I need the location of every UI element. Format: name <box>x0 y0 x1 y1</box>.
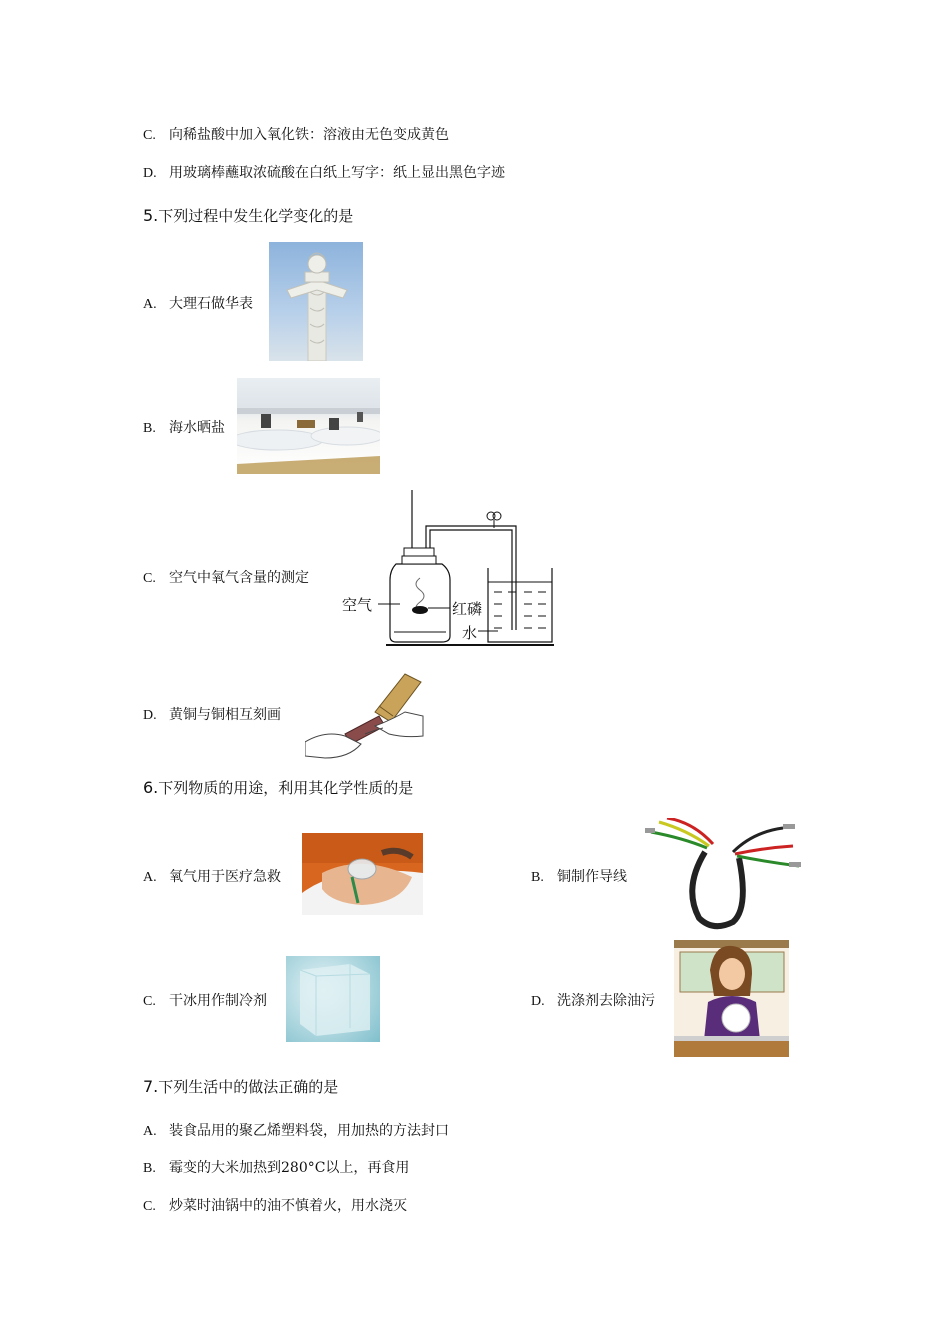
option-text: 空气中氧气含量的测定 <box>169 570 309 586</box>
q7-option-c <box>143 1195 407 1215</box>
q5-option-b <box>143 417 225 437</box>
q6-option-a <box>143 866 281 886</box>
option-letter: C. <box>143 571 156 586</box>
option-text: 铜制作导线 <box>557 869 627 885</box>
option-text: 洗涤剂去除油污 <box>557 993 655 1009</box>
detergent-image <box>674 940 789 1057</box>
option-text: 大理石做华表 <box>169 296 253 312</box>
option-text: 用玻璃棒蘸取浓硫酸在白纸上写字：纸上显出黑色字迹 <box>169 165 505 181</box>
q6-option-c <box>143 990 267 1010</box>
option-letter: C. <box>143 994 156 1009</box>
air-label: 空气 <box>342 596 373 614</box>
option-text: 氧气用于医疗急救 <box>169 869 281 885</box>
copper-wire-image <box>643 818 803 932</box>
option-letter: D. <box>531 994 545 1009</box>
oxygen-mask-image <box>302 833 423 915</box>
q4-option-c <box>143 124 449 144</box>
q7-option-b <box>143 1157 409 1177</box>
sea-salt-image <box>237 378 380 474</box>
question-text: 下列物质的用途，利用其化学性质的是 <box>158 779 414 797</box>
question-number: 6. <box>143 778 159 797</box>
brass-scratch-image <box>305 672 425 760</box>
option-text: 向稀盐酸中加入氧化铁：溶液由无色变成黄色 <box>169 127 449 143</box>
question-number: 5. <box>143 206 159 225</box>
option-letter: A. <box>143 1124 157 1139</box>
option-text: 装食品用的聚乙烯塑料袋，用加热的方法封口 <box>169 1123 449 1139</box>
q5-option-a <box>143 293 253 313</box>
option-letter: B. <box>143 1161 156 1176</box>
option-letter: D. <box>143 166 157 181</box>
option-letter: B. <box>531 870 544 885</box>
q4-option-d <box>143 162 505 182</box>
option-letter: C. <box>143 1199 156 1214</box>
option-letter: B. <box>143 421 156 436</box>
option-text: 炒菜时油锅中的油不慎着火，用水浇灭 <box>169 1198 407 1214</box>
option-letter: D. <box>143 708 157 723</box>
red-phosphorus-label: 红磷 <box>452 600 483 618</box>
option-text: 黄铜与铜相互刻画 <box>169 707 281 723</box>
q6-option-d <box>531 990 655 1010</box>
water-label: 水 <box>462 624 478 642</box>
marble-column-image <box>269 242 363 361</box>
option-letter: A. <box>143 870 157 885</box>
option-letter: A. <box>143 297 157 312</box>
q7-stem <box>143 1076 338 1097</box>
question-number: 7. <box>143 1077 159 1096</box>
question-text: 下列生活中的做法正确的是 <box>158 1078 339 1096</box>
dry-ice-image <box>286 956 380 1042</box>
q6-option-b <box>531 866 627 886</box>
q7-option-a <box>143 1120 449 1140</box>
q5-option-c <box>143 567 309 587</box>
option-letter: C. <box>143 128 156 143</box>
oxygen-apparatus-diagram <box>338 490 558 650</box>
option-text: 霉变的大米加热到280°C以上，再食用 <box>169 1160 410 1176</box>
option-text: 干冰用作制冷剂 <box>169 993 267 1009</box>
option-text: 海水晒盐 <box>169 420 225 436</box>
q5-stem <box>143 205 353 226</box>
question-text: 下列过程中发生化学变化的是 <box>158 207 354 225</box>
q5-option-d <box>143 704 281 724</box>
q6-stem <box>143 777 413 798</box>
